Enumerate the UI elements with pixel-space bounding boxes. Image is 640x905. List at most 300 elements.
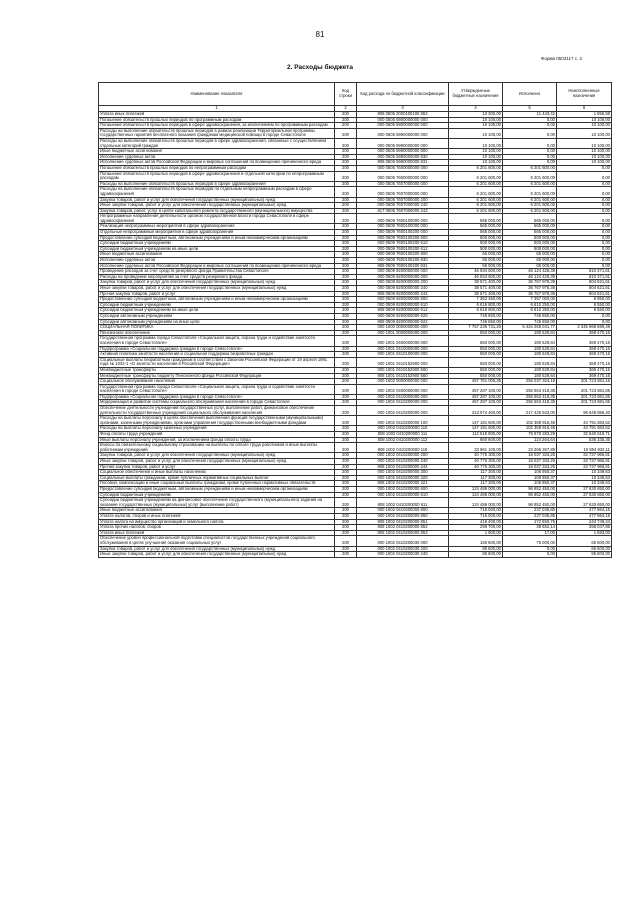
table-row [99, 552, 612, 558]
row-approved: 296 700,00 [449, 525, 503, 531]
row-line-code: 200 [335, 426, 357, 432]
row-classification-code: 808 1002 0410200000 611 [357, 498, 449, 508]
row-unexecuted: 2 345 968 689,49 [557, 325, 612, 331]
row-executed: 746 650,00 [503, 313, 557, 319]
row-executed: 0,00 [503, 552, 557, 558]
row-line-code: 200 [335, 181, 357, 187]
row-executed: 36 767 978,39 [503, 280, 557, 286]
row-line-code: 200 [335, 498, 357, 508]
row-classification-code: 000 0509 7600100200 600 [357, 235, 449, 241]
index-cell: 2 [335, 106, 357, 112]
row-indicator-name: Уплата иных платежей [99, 530, 335, 536]
row-line-code: 200 [335, 336, 357, 346]
row-classification-code: 000 1002 0410200000 240 [357, 459, 449, 465]
row-classification-code: 808 1002 0410200000 244 [357, 464, 449, 470]
row-unexecuted: 10 694 832,11 [557, 443, 612, 453]
expenditure-table [98, 82, 612, 558]
row-indicator-name: Субсидии бюджетным учреждениям на иные цели [99, 246, 335, 252]
row-indicator-name: Иные бюджетные ассигнования [99, 508, 335, 514]
row-line-code: 200 [335, 464, 357, 470]
row-approved: 457 287 100,00 [449, 394, 503, 400]
row-approved: 6 201 600,00 [449, 187, 503, 197]
table-row [99, 128, 612, 138]
row-approved: 124 486 000,00 [449, 486, 503, 492]
row-unexecuted: 0,00 [557, 171, 612, 181]
row-approved: 746 650,00 [449, 313, 503, 319]
row-line-code: 200 [335, 291, 357, 297]
row-classification-code: 000 1000 0000000000 000 [357, 325, 449, 331]
row-approved: 147 181 600,00 [449, 416, 503, 426]
row-unexecuted: 27 630 650,00 [557, 486, 612, 492]
row-unexecuted: 258 047,86 [557, 525, 612, 531]
row-unexecuted: 804 621,61 [557, 280, 612, 286]
row-line-code: 200 [335, 437, 357, 443]
row-line-code: 200 [335, 325, 357, 331]
row-executed: 6 201 600,00 [503, 165, 557, 171]
row-line-code: 200 [335, 453, 357, 459]
row-executed: 18 037 333,26 [503, 459, 557, 465]
row-line-code: 200 [335, 112, 357, 118]
row-executed: 96 852 450,00 [503, 498, 557, 508]
row-classification-code: 000 0505 7607000000 200 [357, 197, 449, 203]
row-executed: 180 529,84 [503, 330, 557, 336]
row-line-code: 200 [335, 481, 357, 487]
row-indicator-name: Расходы на выполнение обязательств прошлых периодов в сфере здравоохранения, связанные с осуществлением отдельных категорий граждан [99, 138, 335, 148]
row-unexecuted: 10 349,63 [557, 475, 612, 481]
row-unexecuted: 10 100,00 [557, 128, 612, 138]
row-classification-code: 808 0509 9200000000 244 [357, 291, 449, 297]
row-classification-code: 000 1002 0410000000 000 [357, 394, 449, 400]
row-classification-code: 000 0505 5990000000 000 [357, 138, 449, 148]
row-executed: 124 264,64 [503, 437, 557, 443]
row-classification-code: 000 0509 9200000000 000 [357, 269, 449, 275]
row-approved: 38 571 400,00 [449, 280, 503, 286]
row-approved: 550 000,00 [449, 336, 503, 346]
row-classification-code: 000 1002 0410200000 100 [357, 416, 449, 426]
row-approved: 117 300,00 [449, 470, 503, 476]
row-unexecuted: 95 648 856,40 [557, 406, 612, 416]
row-executed: 6 610 250,00 [503, 308, 557, 314]
row-executed: 17,00 [503, 530, 557, 536]
row-executed: 0,00 [503, 138, 557, 148]
row-approved: 33 961 100,00 [449, 443, 503, 453]
row-classification-code: 000 0509 7600100200 800 [357, 252, 449, 258]
row-unexecuted: 65 600,00 [557, 536, 612, 546]
row-approved: 150 600,00 [449, 536, 503, 546]
table-row [99, 498, 612, 508]
row-executed: 7 357 000,00 [503, 297, 557, 303]
row-unexecuted: 0,00 [557, 214, 612, 224]
row-classification-code: 808 1002 0410200000 112 [357, 437, 449, 443]
row-classification-code: 808 0509 9200000000 612 [357, 308, 449, 314]
row-executed: 6 201 600,00 [503, 203, 557, 209]
row-unexecuted: 201 723 681,65 [557, 394, 612, 400]
row-executed: 38 652,14 [503, 525, 557, 531]
row-unexecuted: 369 470,16 [557, 367, 612, 373]
row-executed: 500 000,00 [503, 241, 557, 247]
row-line-code: 200 [335, 252, 357, 258]
header-indicator-name: Наименование показателя [99, 83, 335, 106]
row-executed: 18 037 333,26 [503, 453, 557, 459]
row-indicator-name: Иные закупки товаров, работ и услуг для обеспечения государственных (муниципальных) нужд [99, 203, 335, 209]
row-unexecuted: 201 723 681,65 [557, 400, 612, 406]
row-line-code: 200 [335, 400, 357, 406]
row-approved: 313 074 400,00 [449, 406, 503, 416]
row-executed: 65 000,00 [503, 252, 557, 258]
row-executed: 172 650,76 [503, 519, 557, 525]
row-classification-code: 000 1002 0410200030 000 [357, 536, 449, 546]
row-executed: 96 852 450,00 [503, 486, 557, 492]
row-classification-code: 000 0509 7600100000 000 [357, 214, 449, 224]
section-title: 2. Расходы бюджета [287, 64, 353, 71]
row-unexecuted: 243 749,24 [557, 519, 612, 525]
row-classification-code: 000 1002 0410200030 240 [357, 552, 449, 558]
row-approved: 6 201 600,00 [449, 208, 503, 214]
row-classification-code: 808 1002 0410200000 851 [357, 519, 449, 525]
row-approved: 6 616 800,00 [449, 302, 503, 308]
row-classification-code: 808 0505 2000100100 853 [357, 112, 449, 118]
row-unexecuted: 85 600,00 [557, 546, 612, 552]
row-indicator-name: Модернизация и развитие системы социального обслуживания населения в городе Севастополе [99, 400, 335, 406]
row-indicator-name: Расходы на выплаты персоналу казенных учреждений [99, 426, 335, 432]
row-line-code: 200 [335, 160, 357, 166]
row-line-code: 200 [335, 246, 357, 252]
row-approved: 40 775 300,00 [449, 453, 503, 459]
row-unexecuted: 0,00 [557, 224, 612, 230]
row-classification-code: 817 0505 7607000000 243 [357, 208, 449, 214]
row-line-code: 200 [335, 154, 357, 160]
row-classification-code: 000 1002 0410200000 800 [357, 508, 449, 514]
row-executed: 36 767 978,39 [503, 291, 557, 297]
row-line-code: 200 [335, 519, 357, 525]
row-approved: 746 650,00 [449, 319, 503, 325]
row-executed: 255 563 418,35 [503, 394, 557, 400]
row-approved: 6 201 600,00 [449, 165, 503, 171]
row-indicator-name: Социальное обеспечение и иные выплаты населению [99, 470, 335, 476]
row-line-code: 200 [335, 286, 357, 292]
row-executed: 106 950,37 [503, 481, 557, 487]
row-indicator-name: Закупка товаров, работ и услуг для обеспечения государственных (муниципальных) нужд [99, 280, 335, 286]
row-approved: 6 201 600,00 [449, 197, 503, 203]
row-executed: 79 979 283,29 [503, 432, 557, 438]
row-approved: 550 000,00 [449, 352, 503, 358]
row-unexecuted: 0,00 [557, 319, 612, 325]
row-approved: 500 000,00 [449, 235, 503, 241]
row-line-code: 200 [335, 546, 357, 552]
row-unexecuted: 0,00 [557, 230, 612, 236]
row-indicator-name: Социальное обслуживание населения [99, 379, 335, 385]
row-classification-code: 808 1002 0410200000 119 [357, 443, 449, 453]
row-executed: 23 266 267,89 [503, 443, 557, 453]
row-unexecuted: 0,00 [557, 263, 612, 269]
row-line-code: 200 [335, 258, 357, 264]
row-approved: 124 486 000,00 [449, 492, 503, 498]
header-executed: Исполнено [503, 83, 557, 106]
table-row [99, 171, 612, 181]
row-unexecuted: 0,00 [557, 313, 612, 319]
row-line-code: 200 [335, 330, 357, 336]
row-executed: 0,00 [503, 546, 557, 552]
row-approved: 550 000,00 [449, 357, 503, 367]
row-classification-code: 000 0505 7607000000 240 [357, 203, 449, 209]
row-unexecuted: 6 550,00 [557, 308, 612, 314]
row-executed: 36 767 978,39 [503, 286, 557, 292]
row-approved: 416 400,00 [449, 519, 503, 525]
row-unexecuted: 10 100,00 [557, 160, 612, 166]
row-unexecuted: 369 470,16 [557, 357, 612, 367]
row-executed: 6 610 250,00 [503, 302, 557, 308]
row-executed: 0,00 [503, 149, 557, 155]
row-unexecuted: 10 349,63 [557, 470, 612, 476]
row-line-code: 200 [335, 263, 357, 269]
row-classification-code: 000 0509 7600100000 000 [357, 224, 449, 230]
row-executed: 106 950,37 [503, 470, 557, 476]
row-line-code: 200 [335, 165, 357, 171]
row-unexecuted: 27 630 650,00 [557, 492, 612, 498]
index-cell: 1 [99, 106, 335, 112]
row-executed: 96 852 450,00 [503, 492, 557, 498]
row-approved: 13 300,00 [449, 112, 503, 118]
row-approved: 46 934 600,00 [449, 269, 503, 275]
row-executed: 65 000,00 [503, 263, 557, 269]
row-approved: 550 000,00 [449, 346, 503, 352]
table-row [99, 384, 612, 394]
row-classification-code: 000 0509 7600100200 610 [357, 241, 449, 247]
row-executed: 65 000,00 [503, 258, 557, 264]
row-unexecuted: 369 470,16 [557, 330, 612, 336]
row-indicator-name: Закупка товаров, работ и услуг для обеспечения государственных (муниципальных) нужд [99, 197, 335, 203]
row-indicator-name: Уплата налогов, сборов и иных платежей [99, 513, 335, 519]
row-executed: 255 563 418,35 [503, 400, 557, 406]
row-executed: 0,00 [503, 160, 557, 166]
row-classification-code: 000 0505 7600000000 000 [357, 171, 449, 181]
row-line-code: 200 [335, 297, 357, 303]
row-approved: 65 000,00 [449, 263, 503, 269]
row-classification-code: 000 1002 0410200000 000 [357, 406, 449, 416]
row-line-code: 200 [335, 470, 357, 476]
row-executed: 46 124 428,39 [503, 269, 557, 275]
row-classification-code: 000 0505 5900000000 000 [357, 123, 449, 129]
row-approved: 550 000,00 [449, 373, 503, 379]
row-indicator-name: Субсидии бюджетным учреждениям на финансовое обеспечение государственного (муниципального) задания на оказание государственных (муниципальных) услуг (выполнение работ) [99, 498, 335, 508]
row-unexecuted: 32 540 616,71 [557, 432, 612, 438]
row-line-code: 200 [335, 187, 357, 197]
table-row [99, 336, 612, 346]
row-indicator-name: Расходы на выполнение обязательств прошлых периодов в рамках реализации Территориальной программы государственных гарантий бесплатного оказания гражданам медицинской помощи в городе Севастополе [99, 128, 335, 138]
row-unexecuted: 0,00 [557, 258, 612, 264]
row-indicator-name: Прочая закупка товаров, работ и услуг [99, 291, 335, 297]
row-unexecuted: 22 737 966,81 [557, 459, 612, 465]
row-indicator-name: Взносы по обязательному социальному страхованию на выплаты по оплате труда работников и иные выплаты работникам учреждений [99, 443, 335, 453]
table-row [99, 416, 612, 426]
row-indicator-name: Подпрограмма «Социальная поддержка граждан в городе Севастополе» [99, 394, 335, 400]
row-classification-code: 000 0505 5900000000 000 [357, 117, 449, 123]
row-line-code: 200 [335, 208, 357, 214]
row-line-code: 200 [335, 197, 357, 203]
row-indicator-name: Субсидии бюджетным учреждениям [99, 302, 335, 308]
row-line-code: 200 [335, 459, 357, 465]
row-approved: 7 757 236 731,26 [449, 325, 503, 331]
row-classification-code: 000 1002 0410200000 110 [357, 426, 449, 432]
row-classification-code: 000 1002 0410200000 610 [357, 492, 449, 498]
row-executed: 746 650,00 [503, 319, 557, 325]
row-classification-code: 808 0509 9200000000 622 [357, 319, 449, 325]
row-approved: 500 000,00 [449, 246, 503, 252]
row-unexecuted: 27 630 650,00 [557, 498, 612, 508]
row-executed: 180 529,84 [503, 346, 557, 352]
row-executed: 0,00 [503, 128, 557, 138]
row-line-code: 200 [335, 117, 357, 123]
row-indicator-name: Отдельные непрограммные мероприятия в сфере здравоохранения [99, 230, 335, 236]
row-indicator-name: Активная политика занятости населения и социальная поддержка безработных граждан [99, 352, 335, 358]
row-unexecuted: 44 791 683,52 [557, 416, 612, 426]
row-approved: 10 100,00 [449, 149, 503, 155]
row-line-code: 200 [335, 357, 357, 367]
row-unexecuted: 369 470,16 [557, 336, 612, 346]
row-executed: 565 000,00 [503, 230, 557, 236]
row-approved: 85 600,00 [449, 546, 503, 552]
row-unexecuted: 6 550,00 [557, 302, 612, 308]
row-approved: 112 519 900,00 [449, 432, 503, 438]
row-classification-code: 000 0505 7607000000 000 [357, 187, 449, 197]
form-code: Форма 0503117 с. 2 [541, 56, 582, 61]
row-approved: 457 287 100,00 [449, 384, 503, 394]
row-classification-code: 000 1002 0410200000 320 [357, 475, 449, 481]
row-executed: 0,00 [503, 117, 557, 123]
row-line-code: 200 [335, 346, 357, 352]
row-indicator-name: Закупка товаров, работ, услуг в целях капитального ремонта государственного (муниципального) имущества [99, 208, 335, 214]
row-classification-code: 000 1002 0410200000 300 [357, 470, 449, 476]
row-executed: 6 201 600,00 [503, 197, 557, 203]
row-unexecuted: 0,00 [557, 197, 612, 203]
row-executed: 237 035,85 [503, 513, 557, 519]
row-line-code: 200 [335, 319, 357, 325]
row-line-code: 200 [335, 241, 357, 247]
row-approved: 40 775 300,00 [449, 459, 503, 465]
row-line-code: 200 [335, 475, 357, 481]
row-line-code: 200 [335, 432, 357, 438]
row-line-code: 200 [335, 373, 357, 379]
row-line-code: 200 [335, 352, 357, 358]
row-executed: 500 000,00 [503, 246, 557, 252]
table-row [99, 406, 612, 416]
row-line-code: 200 [335, 513, 357, 519]
row-classification-code: 000 0505 5990000000 830 [357, 154, 449, 160]
row-line-code: 200 [335, 367, 357, 373]
row-unexecuted: 0,00 [557, 235, 612, 241]
row-unexecuted: 22 737 966,81 [557, 453, 612, 459]
row-classification-code: 808 1002 0410200000 853 [357, 530, 449, 536]
row-indicator-name: Фонд оплаты труда учреждений [99, 432, 335, 438]
row-unexecuted: 0,00 [557, 252, 612, 258]
row-indicator-name: Субсидии бюджетным учреждениям [99, 241, 335, 247]
row-indicator-name: Погашение обязательств прошлых периодов в сфере здравоохранения и отдельной категории по непрограммным расходам [99, 171, 335, 181]
row-classification-code: 000 0509 9200000000 200 [357, 280, 449, 286]
table-row [99, 187, 612, 197]
table-row [99, 443, 612, 453]
row-line-code: 200 [335, 230, 357, 236]
row-line-code: 200 [335, 379, 357, 385]
row-approved: 715 000,00 [449, 513, 503, 519]
row-line-code: 200 [335, 171, 357, 181]
row-executed: 255 563 418,35 [503, 384, 557, 394]
row-indicator-name: Государственная программа города Севастополя «Социальная защита, охрана труда и содействие занятости населения в городе Севастополе» [99, 336, 335, 346]
row-approved: 6 616 800,00 [449, 308, 503, 314]
row-indicator-name: Иные закупки товаров, работ и услуг для обеспечения государственных (муниципальных) нужд [99, 286, 335, 292]
row-executed: 6 201 600,00 [503, 171, 557, 181]
row-unexecuted: 10 100,00 [557, 149, 612, 155]
row-classification-code: 000 1002 0410200000 600 [357, 486, 449, 492]
header-unexecuted: Неисполненные назначения [557, 83, 612, 106]
row-executed: 5 424 268 041,77 [503, 325, 557, 331]
row-line-code: 200 [335, 280, 357, 286]
row-unexecuted: 1 883,00 [557, 530, 612, 536]
row-approved: 65 000,00 [449, 258, 503, 264]
row-indicator-name: Расходы на выполнение обязательств прошлых периодов по отдельным непрограммным расходам в сфере здравоохранения [99, 187, 335, 197]
row-classification-code: 000 1001 0410000000 000 [357, 346, 449, 352]
row-line-code: 200 [335, 443, 357, 453]
row-approved: 40 775 300,00 [449, 464, 503, 470]
row-indicator-name: Непрограммные направления деятельности органов государственной власти города Севастополя в сфере здравоохранения [99, 214, 335, 224]
row-executed: 102 359 916,48 [503, 416, 557, 426]
row-indicator-name: Предоставление субсидий бюджетным, автономным учреждениям и иным некоммерческим организациям [99, 486, 335, 492]
row-line-code: 200 [335, 203, 357, 209]
index-cell: 6 [557, 106, 612, 112]
row-unexecuted: 0,00 [557, 241, 612, 247]
row-classification-code: 000 0505 7607000000 000 [357, 181, 449, 187]
row-indicator-name: Иные выплаты персоналу учреждений, за исключением фонда оплаты труда [99, 437, 335, 443]
row-indicator-name: Расходы на проведение мероприятий за счет средств резервного фонда [99, 274, 335, 280]
row-approved: 10 100,00 [449, 123, 503, 129]
row-indicator-name: Иные бюджетные ассигнования [99, 149, 335, 155]
row-approved: 6 201 600,00 [449, 181, 503, 187]
row-unexecuted: 10 100,00 [557, 123, 612, 129]
row-classification-code: 808 1002 0410200000 852 [357, 525, 449, 531]
row-unexecuted: 0,00 [557, 246, 612, 252]
row-classification-code: 000 1001 0000000000 000 [357, 330, 449, 336]
row-line-code: 200 [335, 530, 357, 536]
row-unexecuted: 804 621,61 [557, 291, 612, 297]
row-indicator-name: Погашение обязательств прошлых периодов по непрограммным расходам [99, 165, 335, 171]
row-line-code: 200 [335, 138, 357, 148]
row-approved: 10 100,00 [449, 138, 503, 148]
row-indicator-name: Социальные выплаты гражданам, кроме публичных нормативных социальных выплат [99, 475, 335, 481]
row-approved: 660 600,00 [449, 437, 503, 443]
row-indicator-name: Расходы на выплаты персоналу в целях обеспечения выполнения функций государственными (муниципальными) органами, казенными учреждениями, органами управления государственными внебюджетными фондами [99, 416, 335, 426]
row-line-code: 200 [335, 123, 357, 129]
row-classification-code: 000 0509 9200000000 240 [357, 286, 449, 292]
row-line-code: 200 [335, 384, 357, 394]
row-line-code: 200 [335, 224, 357, 230]
row-indicator-name: Проведение расходов за счет средств резервного фонда Правительства Севастополя [99, 269, 335, 275]
row-classification-code: 000 1002 0410200000 850 [357, 513, 449, 519]
row-classification-code: 000 1002 0000000000 000 [357, 379, 449, 385]
row-approved: 117 300,00 [449, 475, 503, 481]
row-line-code: 200 [335, 492, 357, 498]
table-row [99, 536, 612, 546]
row-approved: 715 000,00 [449, 508, 503, 514]
row-executed: 237 035,85 [503, 508, 557, 514]
row-unexecuted: 44 791 683,52 [557, 426, 612, 432]
row-unexecuted: 369 470,16 [557, 373, 612, 379]
row-executed: 11 443,42 [503, 112, 557, 118]
page-number: 81 [315, 30, 325, 39]
header-classification-code: Код расхода по бюджетной классификации [357, 83, 449, 106]
row-executed: 75 000,00 [503, 536, 557, 546]
row-executed: 18 037 333,26 [503, 464, 557, 470]
row-approved: 65 000,00 [449, 252, 503, 258]
row-unexecuted: 477 964,15 [557, 513, 612, 519]
